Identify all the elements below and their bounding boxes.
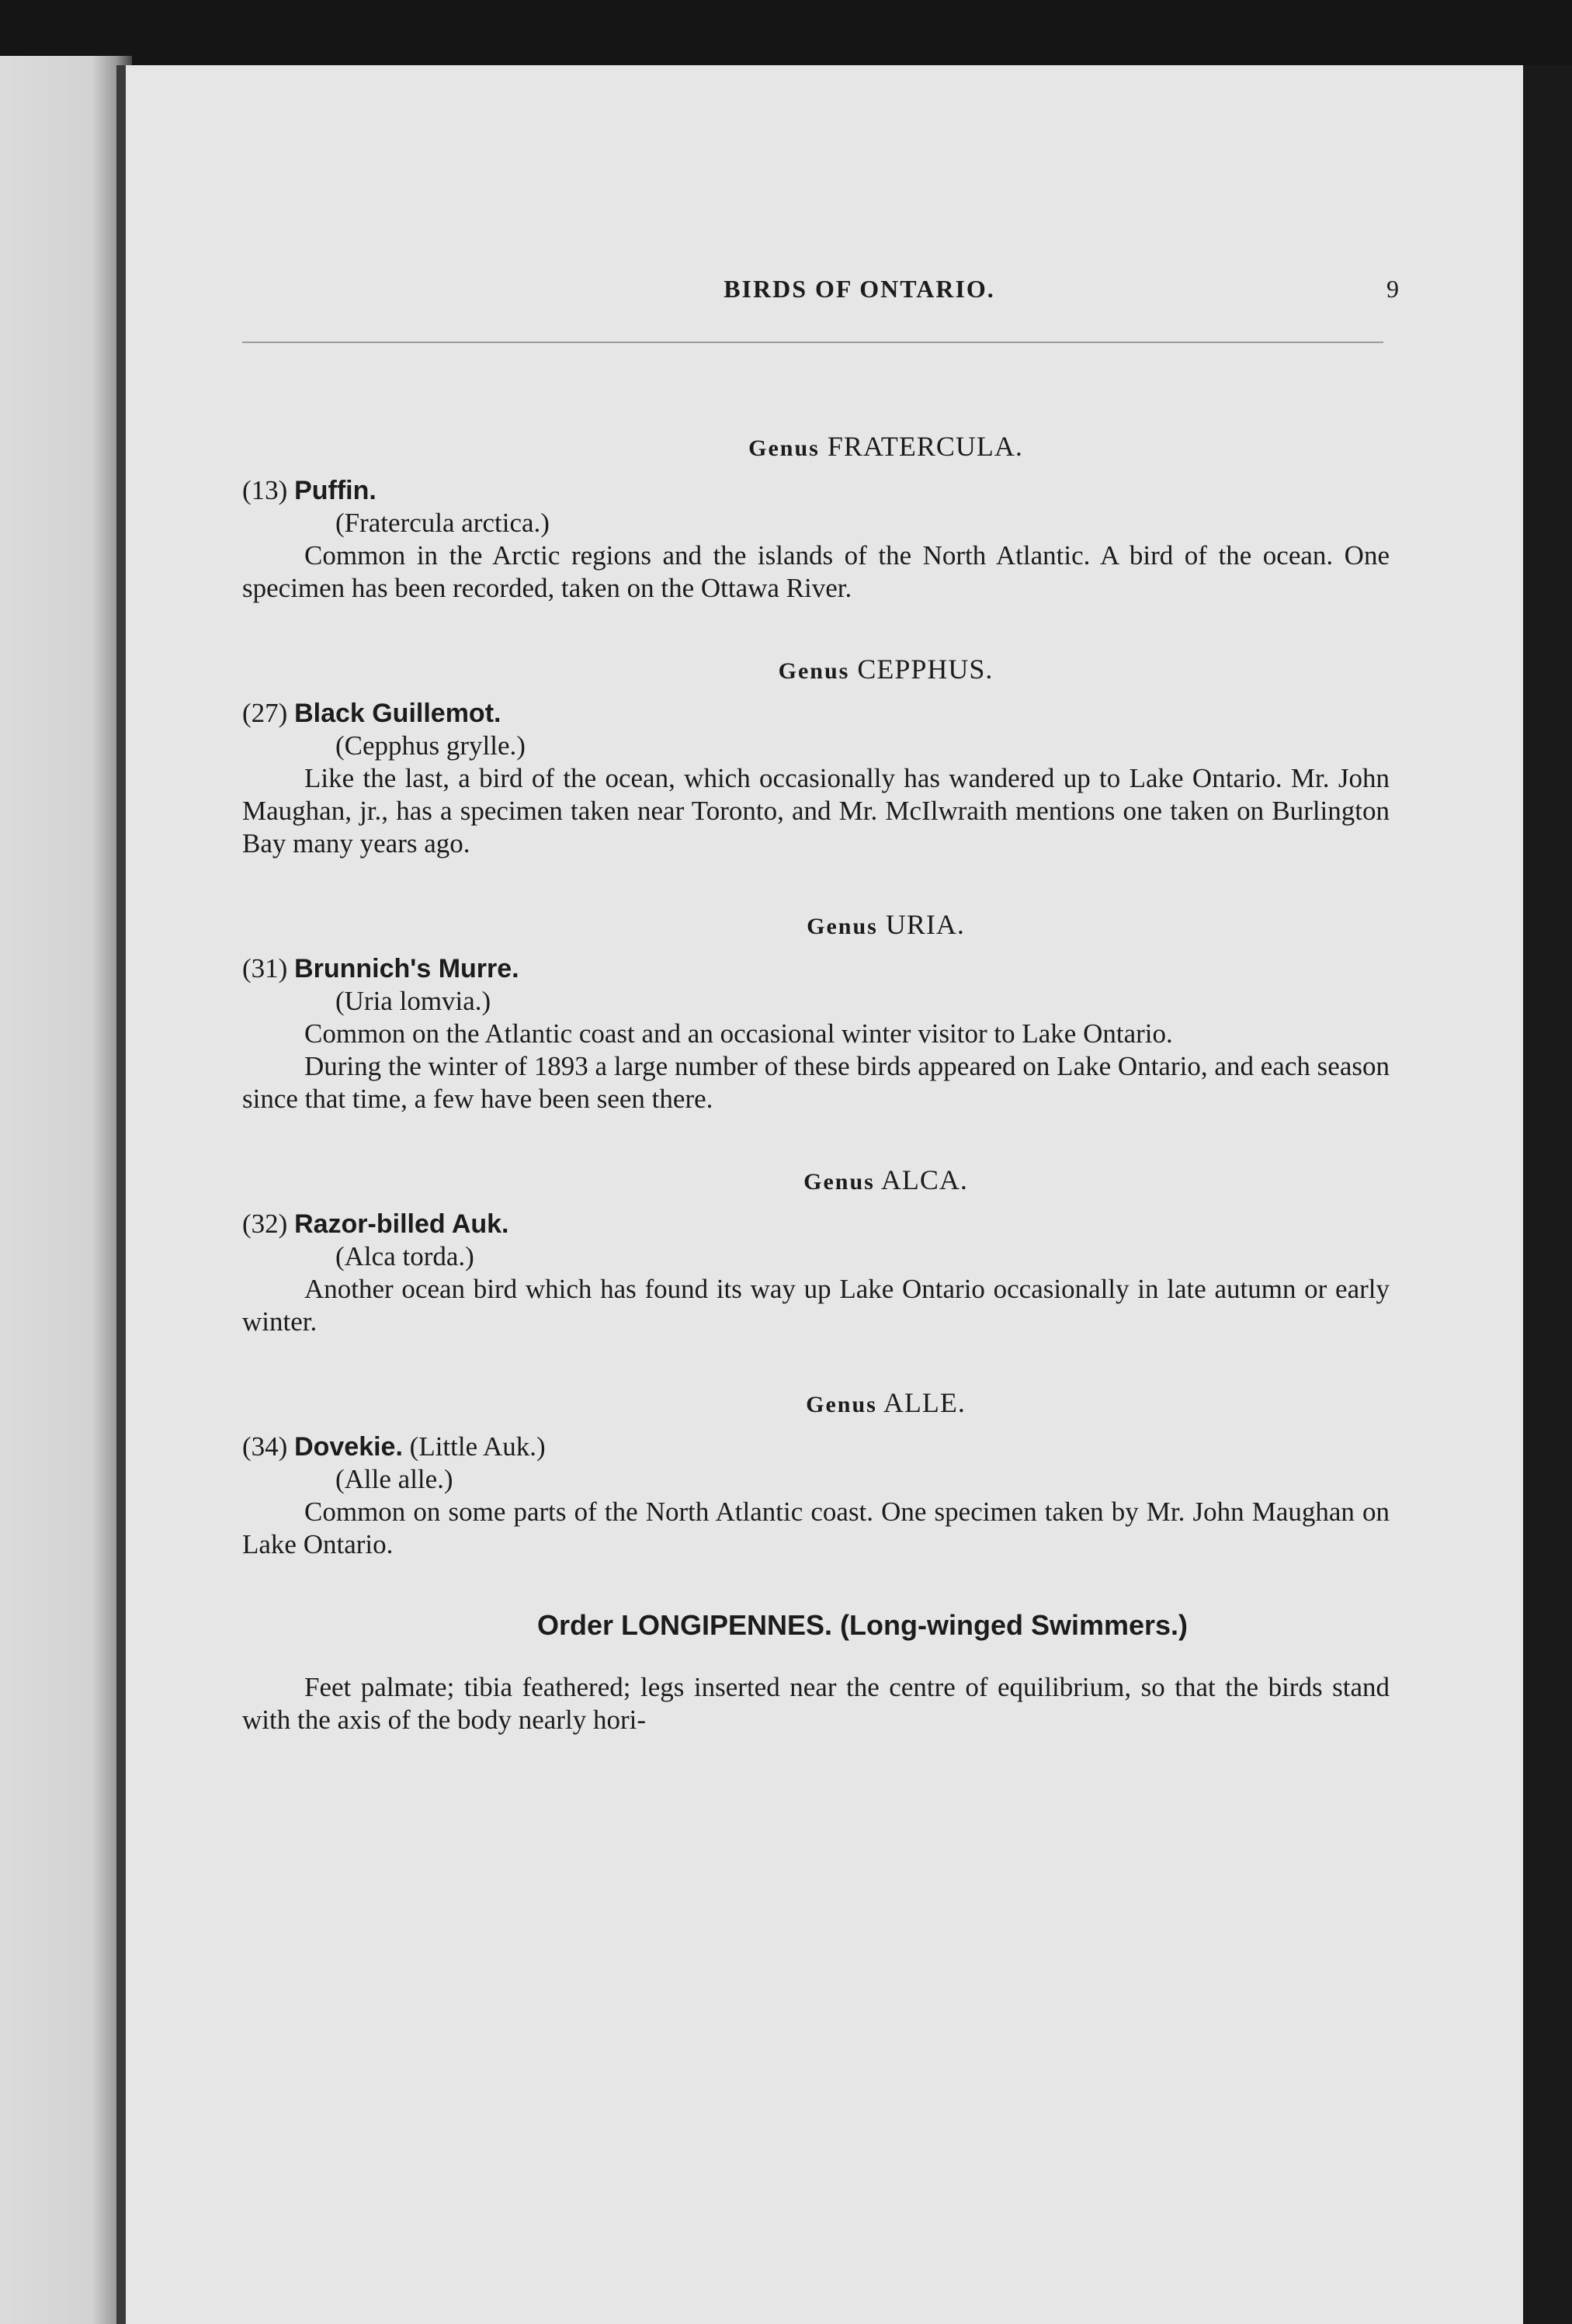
species-heading: (27) Black Guillemot. bbox=[242, 698, 501, 728]
genus-heading: Genus FRATERCULA. bbox=[748, 431, 1023, 462]
species-heading: (34) Dovekie. (Little Auk.) bbox=[242, 1431, 546, 1462]
order-title: Order LONGIPENNES. bbox=[536, 1609, 833, 1641]
page-header bbox=[126, 275, 1523, 321]
species-heading: (13) Puffin. bbox=[242, 475, 377, 505]
page-content bbox=[242, 430, 1390, 1736]
book-page bbox=[116, 65, 1523, 2324]
genus-heading: Genus URIA. bbox=[807, 909, 965, 940]
section-alle bbox=[242, 1386, 1390, 1561]
latin-name: (Fratercula arctica.) bbox=[335, 508, 550, 538]
header-rule bbox=[242, 342, 1383, 343]
genus-heading: Genus ALLE. bbox=[806, 1387, 966, 1418]
order-heading bbox=[242, 1609, 1390, 1642]
species-description: Like the last, a bird of the ocean, which occasionally has wandered up to Lake Ontario. Mr. John Maughan, jr., has a specimen taken near Toronto, and Mr. McIlwraith mentions one taken on Burlington Bay many years ago. bbox=[242, 763, 1390, 858]
latin-name: (Uria lomvia.) bbox=[335, 986, 491, 1016]
latin-name: (Alca torda.) bbox=[335, 1241, 474, 1271]
page-number: 9 bbox=[1386, 275, 1399, 303]
order-description: Feet palmate; tibia feathered; legs inserted near the centre of equilibrium, so that the birds stand with the axis of the body nearly hori- bbox=[242, 1672, 1390, 1735]
facing-page-edge bbox=[0, 56, 132, 2324]
section-cepphus bbox=[242, 653, 1390, 860]
species-description: Common on the Atlantic coast and an occasional winter visitor to Lake Ontario. bbox=[304, 1018, 1173, 1049]
species-description: During the winter of 1893 a large number of these birds appeared on Lake Ontario, and each season since that time, a few have been seen there. bbox=[242, 1051, 1390, 1114]
running-title: BIRDS OF ONTARIO. bbox=[724, 275, 995, 303]
species-description: Another ocean bird which has found its way up Lake Ontario occasionally in late autumn or early winter. bbox=[242, 1274, 1390, 1337]
genus-heading: Genus ALCA. bbox=[803, 1164, 968, 1195]
section-alca bbox=[242, 1164, 1390, 1338]
order-subtitle: (Long-winged Swimmers.) bbox=[840, 1609, 1189, 1641]
section-uria bbox=[242, 908, 1390, 1115]
genus-heading: Genus CEPPHUS. bbox=[778, 654, 994, 685]
latin-name: (Cepphus grylle.) bbox=[335, 730, 526, 761]
species-description: Common on some parts of the North Atlantic coast. One specimen taken by Mr. John Maughan on Lake Ontario. bbox=[242, 1497, 1390, 1559]
species-description: Common in the Arctic regions and the islands of the North Atlantic. A bird of the ocean. One specimen has been recorded, taken on the Ottawa River. bbox=[242, 540, 1390, 603]
species-heading: (31) Brunnich's Murre. bbox=[242, 953, 519, 983]
species-heading: (32) Razor-billed Auk. bbox=[242, 1209, 509, 1239]
latin-name: (Alle alle.) bbox=[335, 1464, 453, 1494]
section-fratercula bbox=[242, 430, 1390, 605]
